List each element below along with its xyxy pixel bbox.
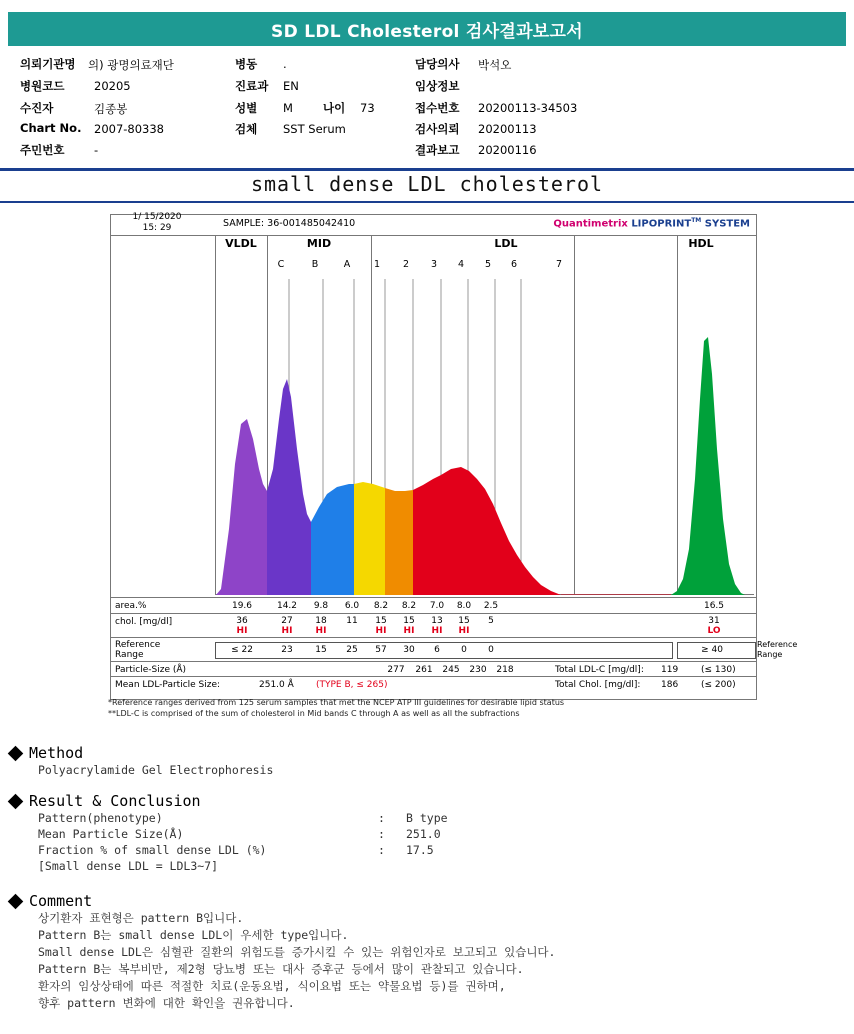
assay-title: small dense LDL cholesterol	[250, 172, 604, 196]
clinical-info-label: 임상정보	[415, 79, 460, 93]
subband-header-row	[111, 259, 756, 279]
subband-2: 2	[402, 259, 410, 270]
method-text: Polyacrylamide Gel Electrophoresis	[38, 763, 274, 777]
result-heading: Result & Conclusion	[29, 792, 201, 810]
ref-midb: 15	[315, 645, 327, 655]
comment-line: 환자의 임상상태에 따른 적절한 치료(운동요법, 식이요법 또는 약물요법 등)를 권하며,	[38, 979, 506, 993]
band-label-vldl: VLDL	[225, 237, 257, 250]
ref-midc: 23	[281, 645, 293, 655]
footnote-2: **LDL-C is comprised of the sum of cholesterol in Mid bands C through A as well as all the subfractions	[108, 709, 520, 718]
chol-ldl1-flag: HI	[375, 626, 387, 636]
result-row	[38, 826, 840, 842]
age-label: 나이	[323, 101, 346, 115]
psize-4: 230	[469, 665, 487, 675]
run-datetime	[117, 212, 197, 234]
reported-value: 20200116	[478, 143, 537, 157]
result-colon-2: :	[378, 827, 385, 841]
result-value-2: 251.0	[406, 827, 441, 841]
ref-ldl3: 6	[434, 645, 440, 655]
specimen-label: 검체	[235, 122, 258, 136]
subband-C: C	[277, 259, 285, 270]
doctor-value: 박석오	[478, 58, 512, 72]
comment-line: 상기환자 표현형은 pattern B입니다.	[38, 911, 244, 925]
result-row	[38, 842, 840, 858]
comment-line: Pattern B는 복부비만, 제2형 당뇨병 또는 대사 증후군 등에서 많이 관찰되고 있습니다.	[38, 962, 524, 976]
recipient-label: 수진자	[20, 101, 54, 115]
run-time: 15: 29	[142, 223, 172, 233]
ref-row-label-right: Reference Range	[757, 640, 798, 659]
doctor-label: 담당의사	[415, 57, 460, 71]
method-heading: Method	[29, 744, 84, 762]
result-value-1: B type	[406, 811, 448, 825]
ref-row-label: Reference Range	[115, 640, 161, 660]
org-label: 의뢰기관명	[20, 57, 76, 71]
particle-size-label: Particle-Size (Å)	[115, 665, 187, 675]
mean-size-row	[111, 676, 756, 695]
chol-ldl5: 5	[488, 616, 494, 626]
chol-ldl4: 15	[458, 616, 470, 626]
chol-midc-flag: HI	[281, 626, 293, 636]
subband-A: A	[343, 259, 351, 270]
subband-4: 4	[457, 259, 465, 270]
result-colon-1: :	[378, 811, 385, 825]
band-label-mid: MID	[306, 237, 332, 250]
subband-1: 1	[373, 259, 381, 270]
dept-label: 진료과	[235, 79, 269, 93]
total-ldl-label: Total LDL-C [mg/dl]:	[555, 665, 644, 675]
total-ldl-value: 119	[661, 665, 679, 675]
ward-value: .	[283, 57, 287, 71]
area-hdl: 16.5	[703, 601, 725, 611]
ref-mida: 25	[346, 645, 358, 655]
result-rows	[38, 810, 840, 874]
brand-main: LIPOPRINT	[631, 218, 692, 230]
reported-label: 결과보고	[415, 143, 460, 157]
ssn-label: 주민번호	[20, 143, 65, 157]
hospital-code-label: 병원코드	[20, 79, 65, 93]
ref-ldl5: 0	[488, 645, 494, 655]
report-header-row	[111, 212, 756, 236]
brand-pre: Quantimetrix	[553, 218, 632, 230]
reference-range-row	[111, 637, 798, 662]
diamond-icon	[8, 746, 24, 762]
comment-line: Pattern B는 small dense LDL이 우세한 type입니다.	[38, 928, 349, 942]
mean-size-label: Mean LDL-Particle Size:	[115, 680, 221, 690]
dept-value: EN	[283, 79, 299, 93]
result-note: [Small dense LDL = LDL3~7]	[38, 859, 219, 873]
accession-label: 접수번호	[415, 101, 460, 115]
result-section	[10, 792, 840, 874]
ordered-value: 20200113	[478, 122, 537, 136]
chol-mida: 11	[346, 616, 358, 626]
chol-row-label: chol. [mg/dl]	[115, 617, 173, 627]
ref-ldl2: 30	[403, 645, 415, 655]
sex-label: 성별	[235, 101, 258, 115]
total-chol-ref: (≤ 200)	[701, 680, 736, 690]
area-midc: 14.2	[276, 601, 298, 611]
brand-logo	[553, 217, 750, 229]
cholesterol-row	[111, 613, 756, 638]
area-mida: 6.0	[344, 601, 360, 611]
chol-ldl4-flag: HI	[458, 626, 470, 636]
chol-midc: 27	[281, 616, 293, 626]
chart-footnotes	[108, 697, 768, 719]
area-ldl5: 2.5	[483, 601, 499, 611]
sample-id: SAMPLE: 36-001485042410	[223, 218, 356, 229]
chol-ldl2: 15	[403, 616, 415, 626]
band-label-hdl: HDL	[688, 237, 714, 250]
subband-5: 5	[484, 259, 492, 270]
lipoprint-report	[110, 212, 798, 700]
comment-line: Small dense LDL은 심혈관 질환의 위험도를 증가시킬 수 있는 위험인자로 보고되고 있습니다.	[38, 945, 556, 959]
area-ldl4: 8.0	[456, 601, 472, 611]
method-heading-row	[10, 744, 840, 762]
result-key-2: Mean Particle Size(Å)	[38, 827, 184, 841]
brand-sup: TM	[691, 217, 702, 224]
chol-midb-flag: HI	[315, 626, 327, 636]
band-label-ldl: LDL	[494, 237, 518, 250]
subband-B: B	[311, 259, 319, 270]
chart-no-value: 2007-80338	[94, 122, 164, 136]
result-colon-3: :	[378, 843, 385, 857]
area-ldl2: 8.2	[401, 601, 417, 611]
chol-ldl2-flag: HI	[403, 626, 415, 636]
diamond-icon	[8, 894, 24, 910]
mean-size-value: 251.0 Å	[259, 680, 294, 690]
area-ldl1: 8.2	[373, 601, 389, 611]
subband-6: 6	[510, 259, 518, 270]
ref-ldl1: 57	[375, 645, 387, 655]
ssn-value: -	[94, 143, 99, 157]
ordered-label: 검사의뢰	[415, 122, 460, 136]
comment-lines	[38, 910, 850, 1012]
divider-bottom	[0, 201, 854, 203]
age-value: 73	[360, 101, 375, 115]
area-vldl: 19.6	[231, 601, 253, 611]
chol-ldl1: 15	[375, 616, 387, 626]
result-heading-row	[10, 792, 840, 810]
result-key-1: Pattern(phenotype)	[38, 811, 163, 825]
mean-size-type: (TYPE B, ≤ 265)	[316, 680, 388, 690]
area-ldl3: 7.0	[429, 601, 445, 611]
result-key-3: Fraction % of small dense LDL (%)	[38, 843, 267, 857]
hospital-code-value: 20205	[94, 79, 131, 93]
area-row-label: area.%	[115, 601, 147, 611]
recipient-value: 김종봉	[94, 102, 128, 116]
patient-info-block	[0, 50, 854, 168]
specimen-value: SST Serum	[283, 122, 346, 136]
brand-post: SYSTEM	[701, 218, 750, 230]
sex-value: M	[283, 101, 293, 115]
plot-svg	[111, 279, 754, 595]
total-ldl-ref: (≤ 130)	[701, 665, 736, 675]
result-note-row	[38, 858, 840, 874]
ref-hdl: ≥ 40	[701, 645, 723, 655]
chol-hdl-flag: LO	[707, 626, 721, 636]
run-date: 1/ 15/2020	[132, 212, 182, 222]
result-value-3: 17.5	[406, 843, 434, 857]
total-chol-value: 186	[661, 680, 679, 690]
method-section	[10, 744, 840, 778]
accession-value: 20200113-34503	[478, 101, 578, 115]
chol-vldl: 36	[236, 616, 248, 626]
subband-3: 3	[430, 259, 438, 270]
result-row	[38, 810, 840, 826]
footnote-1: *Reference ranges derived from 125 serum samples that met the NCEP ATP III guidelines for desirable lipid status	[108, 698, 565, 707]
report-title: SD LDL Cholesterol 검사결과보고서	[271, 21, 583, 42]
comment-heading-row	[10, 892, 850, 910]
psize-1: 277	[387, 665, 405, 675]
electrophoresis-plot	[111, 279, 756, 595]
band-header-row	[111, 237, 756, 259]
subband-7: 7	[555, 259, 563, 270]
psize-2: 261	[415, 665, 433, 675]
org-value: 의) 광명의료재단	[88, 58, 174, 72]
area-percent-row	[111, 597, 756, 614]
particle-size-row	[111, 661, 756, 677]
chol-hdl: 31	[708, 616, 720, 626]
psize-5: 218	[496, 665, 514, 675]
ref-ldl4: 0	[461, 645, 467, 655]
total-chol-label: Total Chol. [mg/dl]:	[555, 680, 641, 690]
comment-heading: Comment	[29, 892, 93, 910]
chol-midb: 18	[315, 616, 327, 626]
chol-ldl3-flag: HI	[431, 626, 443, 636]
chol-ldl3: 13	[431, 616, 443, 626]
diamond-icon	[8, 794, 24, 810]
comment-line: 향후 pattern 변화에 대한 확인을 권유합니다.	[38, 996, 295, 1010]
chart-no-label: Chart No.	[20, 121, 82, 135]
psize-3: 245	[442, 665, 460, 675]
ref-vldl: ≤ 22	[231, 645, 253, 655]
ward-label: 병동	[235, 57, 258, 71]
chol-vldl-flag: HI	[236, 626, 248, 636]
divider-top	[0, 168, 854, 171]
area-midb: 9.8	[313, 601, 329, 611]
report-title-bar	[8, 12, 846, 46]
comment-section	[10, 892, 850, 1012]
